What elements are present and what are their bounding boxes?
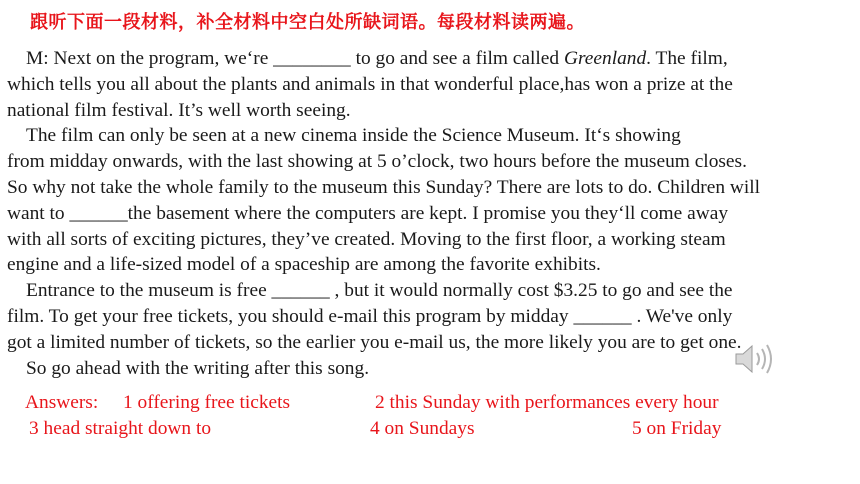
blank-2: ______ bbox=[69, 202, 128, 224]
instruction-heading: 跟听下面一段材料，补全材料中空白处所缺词语。每段材料读两遍。 bbox=[30, 12, 585, 33]
passage-line: got a limited number of tickets, so the earlier you e-mail us, the more likely you are to get one. bbox=[7, 331, 742, 353]
answer-2: 2 this Sunday with performances every hour bbox=[375, 392, 719, 413]
passage-text: . We've only bbox=[631, 305, 733, 327]
passage-line: So go ahead with the writing after this song. bbox=[26, 357, 370, 379]
blank-1: ________ bbox=[273, 48, 351, 69]
answer-4: 4 on Sundays bbox=[370, 418, 475, 439]
passage-line bbox=[7, 278, 857, 304]
passage-text: , but it would normally cost $3.25 to go and see the bbox=[329, 280, 733, 302]
passage-text: the basement where the computers are kept. I promise you they‘ll come away bbox=[127, 202, 729, 224]
passage-text: to go and see a film called bbox=[350, 48, 564, 69]
passage-text: M: Next on the program, we‘re bbox=[26, 48, 274, 69]
passage bbox=[7, 46, 857, 381]
passage-line: which tells you all about the plants and animals in that wonderful place,has won a prize at the bbox=[7, 73, 733, 95]
passage-line bbox=[7, 46, 857, 72]
answers-label: Answers: bbox=[25, 392, 99, 413]
passage-line: from midday onwards, with the last showing at 5 o’clock, two hours before the museum closes. bbox=[7, 151, 747, 173]
passage-line: with all sorts of exciting pictures, they’ve created. Moving to the first floor, a working steam bbox=[7, 228, 726, 250]
passage-line: The film can only be seen at a new cinema inside the Science Museum. It‘s showing bbox=[26, 125, 681, 147]
passage-text: . The film, bbox=[646, 48, 728, 69]
passage-line: So why not take the whole family to the museum this Sunday? There are lots to do. Children will bbox=[7, 176, 761, 198]
speaker-icon[interactable] bbox=[730, 339, 780, 379]
answers-block bbox=[25, 390, 845, 442]
answers-row-2 bbox=[25, 416, 845, 442]
answer-5: 5 on Friday bbox=[632, 418, 722, 439]
answers-row-1 bbox=[25, 390, 845, 416]
passage-text: film. To get your free tickets, you should e-mail this program by midday bbox=[7, 305, 574, 327]
passage-text: want to bbox=[7, 202, 70, 224]
passage-line bbox=[7, 201, 857, 227]
passage-line: engine and a life-sized model of a spaceship are among the favorite exhibits. bbox=[7, 254, 601, 276]
blank-4: ______ bbox=[573, 305, 632, 327]
passage-text: Entrance to the museum is free bbox=[26, 280, 272, 302]
passage-line bbox=[7, 304, 857, 330]
film-title: Greenland bbox=[563, 48, 647, 69]
answer-1: 1 offering free tickets bbox=[123, 392, 291, 413]
answer-3: 3 head straight down to bbox=[29, 418, 212, 439]
blank-3: ______ bbox=[271, 280, 330, 302]
passage-line: national film festival. It’s well worth seeing. bbox=[7, 99, 351, 121]
